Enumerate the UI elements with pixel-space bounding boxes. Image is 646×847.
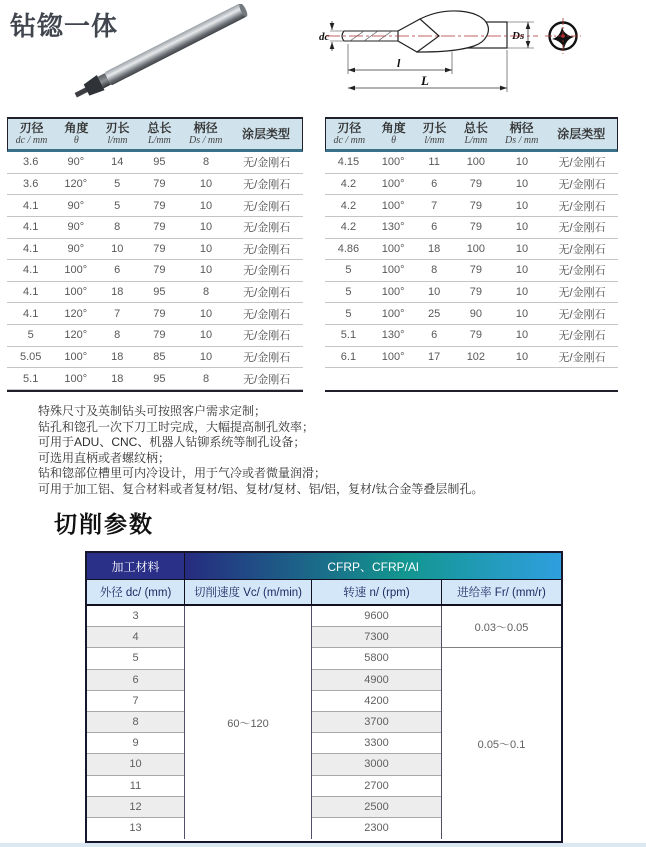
cutting-section-title: 切削参数 bbox=[54, 511, 154, 537]
cell-flute-length: 10 bbox=[428, 286, 441, 299]
cell-total-length: 79 bbox=[153, 329, 166, 342]
cell-shank: 8 bbox=[202, 156, 210, 169]
column-header-name: 涂层类型 bbox=[241, 126, 290, 141]
cell-flute-length: 6 bbox=[431, 221, 438, 234]
cell-rpm: 3000 bbox=[312, 754, 441, 775]
note-line: 可用于ADU、CNC、机器人钻铆系统等制孔设备； bbox=[38, 435, 306, 450]
cutting-table-material-row bbox=[87, 553, 561, 579]
cell-angle: 100° bbox=[64, 372, 88, 385]
cell-rpm: 4900 bbox=[312, 670, 441, 691]
column-header-name: 角度 bbox=[64, 121, 89, 135]
table-row bbox=[7, 239, 303, 261]
note-line: 可选用直柄或者螺纹柄； bbox=[38, 450, 171, 465]
cell-angle: 90° bbox=[67, 242, 85, 255]
cell-angle: 90° bbox=[67, 156, 85, 169]
cell-total-length: 79 bbox=[153, 199, 166, 212]
cell-flute-length: 10 bbox=[111, 242, 124, 255]
column-header bbox=[137, 119, 181, 149]
table-row bbox=[325, 174, 618, 196]
table-row bbox=[7, 174, 303, 196]
cell-dc: 5.1 bbox=[340, 329, 357, 342]
table-row bbox=[7, 347, 303, 369]
cell-shank: 10 bbox=[515, 156, 529, 169]
column-header-name: 刃径 bbox=[337, 121, 362, 135]
column-header-unit: θ bbox=[73, 135, 79, 146]
cell-feed-rate-high: 0.05～0.1 bbox=[477, 738, 526, 751]
page-bottom-strip bbox=[0, 843, 646, 847]
cell-flute-length: 5 bbox=[114, 177, 121, 190]
cell-dc: 5.1 bbox=[23, 372, 39, 385]
cell-angle: 130° bbox=[381, 221, 405, 234]
cell-coating: 无/金刚石 bbox=[558, 265, 606, 278]
column-header bbox=[498, 119, 546, 149]
column-header-unit: dc / mm bbox=[333, 135, 366, 146]
cell-total-length: 79 bbox=[469, 329, 482, 342]
cell-coating: 无/金刚石 bbox=[243, 265, 291, 278]
cell-shank: 10 bbox=[199, 264, 213, 277]
cell-rpm: 7300 bbox=[312, 627, 441, 648]
spec-table-right-body bbox=[325, 152, 618, 368]
cutting-table-column-headers bbox=[87, 579, 561, 606]
material-value: CFRP、CFRP/Al bbox=[185, 553, 561, 579]
cell-angle: 130° bbox=[381, 329, 405, 342]
cell-flute-length: 7 bbox=[114, 307, 121, 320]
cell-dc: 3.6 bbox=[23, 177, 39, 190]
spec-table-left bbox=[7, 117, 303, 392]
feed-rate-column bbox=[442, 606, 561, 839]
column-header: 切削速度 Vc/ (m/min) bbox=[185, 580, 312, 604]
table-row bbox=[325, 152, 618, 174]
cell-flute-length: 18 bbox=[111, 350, 124, 363]
cell-angle: 100° bbox=[381, 177, 405, 190]
cell-coating: 无/金刚石 bbox=[558, 351, 606, 364]
cell-total-length: 100 bbox=[466, 156, 486, 169]
cell-shank: 10 bbox=[515, 264, 529, 277]
cell-flute-length: 6 bbox=[114, 264, 121, 277]
table-row bbox=[325, 195, 618, 217]
column-header-name: 刃长 bbox=[105, 121, 130, 135]
column-header bbox=[454, 119, 498, 149]
cell-total-length: 100 bbox=[466, 242, 486, 255]
column-header-name: 刃长 bbox=[422, 121, 447, 135]
column-header bbox=[373, 119, 415, 149]
cell-diameter: 11 bbox=[87, 776, 184, 797]
cell-angle: 120° bbox=[64, 329, 88, 342]
cell-dc: 4.1 bbox=[23, 199, 39, 212]
cell-shank: 10 bbox=[515, 242, 529, 255]
cell-dc: 5 bbox=[345, 264, 352, 277]
cell-total-length: 95 bbox=[153, 372, 166, 385]
cell-rpm: 5800 bbox=[312, 648, 441, 669]
cell-dc: 4.2 bbox=[340, 177, 357, 190]
cell-flute-length: 11 bbox=[428, 156, 440, 169]
cell-angle: 100° bbox=[381, 156, 405, 169]
cell-flute-length: 7 bbox=[431, 199, 438, 212]
cell-shank: 10 bbox=[199, 329, 213, 342]
cell-angle: 120° bbox=[64, 307, 88, 320]
column-header: 进给率 Fr/ (mm/r) bbox=[457, 587, 546, 599]
table-row bbox=[7, 303, 303, 325]
cell-flute-length: 8 bbox=[114, 329, 121, 342]
cell-angle: 100° bbox=[64, 286, 88, 299]
cell-shank: 10 bbox=[199, 307, 213, 320]
cell-total-length: 79 bbox=[153, 264, 166, 277]
table-row bbox=[7, 260, 303, 282]
cutting-speed-column bbox=[185, 606, 312, 839]
column-header-name: 涂层类型 bbox=[557, 126, 606, 141]
cell-rpm: 9600 bbox=[312, 606, 441, 627]
column-header-name: 柄径 bbox=[193, 121, 218, 135]
cell-dc: 3.6 bbox=[23, 156, 39, 169]
cell-dc: 5 bbox=[345, 286, 352, 299]
cell-angle: 100° bbox=[381, 199, 405, 212]
column-header-name: 刃径 bbox=[19, 121, 44, 135]
cell-diameter: 7 bbox=[87, 691, 184, 712]
cell-coating: 无/金刚石 bbox=[243, 351, 291, 364]
table-row bbox=[325, 347, 618, 369]
cell-shank: 10 bbox=[199, 350, 213, 363]
column-header-name: 总长 bbox=[463, 121, 488, 135]
cell-shank: 10 bbox=[515, 307, 529, 320]
column-header-unit: L/mm bbox=[464, 135, 488, 146]
cell-coating: 无/金刚石 bbox=[243, 200, 291, 213]
cell-coating: 无/金刚石 bbox=[243, 157, 291, 170]
cell-rpm: 3300 bbox=[312, 733, 441, 754]
cell-shank: 10 bbox=[515, 221, 529, 234]
note-line: 特殊尺寸及英制钻头可按照客户需求定制； bbox=[38, 404, 267, 418]
cell-flute-length: 18 bbox=[428, 242, 441, 255]
end-view bbox=[545, 18, 581, 54]
cell-shank: 8 bbox=[202, 286, 210, 299]
cell-flute-length: 6 bbox=[431, 177, 438, 190]
cell-total-length: 79 bbox=[153, 242, 166, 255]
cell-dc: 4.1 bbox=[23, 307, 39, 320]
cell-shank: 10 bbox=[199, 221, 213, 234]
product-photo bbox=[70, 4, 330, 110]
cell-diameter: 6 bbox=[87, 670, 184, 691]
cell-angle: 90° bbox=[67, 199, 85, 212]
table-row bbox=[325, 217, 618, 239]
table-row bbox=[7, 282, 303, 304]
technical-drawing bbox=[318, 0, 646, 110]
rpm-column bbox=[312, 606, 442, 839]
cell-coating: 无/金刚石 bbox=[558, 308, 606, 321]
spec-table-left-header bbox=[7, 119, 303, 152]
cell-dc: 6.1 bbox=[340, 350, 357, 363]
cell-cutting-speed: 60～120 bbox=[227, 717, 269, 730]
cell-angle: 90° bbox=[67, 221, 85, 234]
cell-dc: 4.1 bbox=[23, 221, 39, 234]
cell-dc: 5.05 bbox=[19, 350, 42, 363]
cell-rpm: 3700 bbox=[312, 712, 441, 733]
column-header-unit: θ bbox=[391, 135, 397, 146]
cell-coating: 无/金刚石 bbox=[243, 178, 291, 191]
cell-shank: 10 bbox=[515, 329, 529, 342]
note-line: 钻孔和锪孔一次下刀工时完成，大幅提高制孔效率； bbox=[38, 419, 315, 434]
cell-flute-length: 14 bbox=[111, 156, 124, 169]
cutting-parameters-table bbox=[85, 551, 563, 843]
cell-coating: 无/金刚石 bbox=[558, 287, 606, 300]
cell-dc: 4.86 bbox=[337, 242, 360, 255]
cell-total-length: 79 bbox=[469, 264, 482, 277]
cell-diameter: 12 bbox=[87, 797, 184, 818]
cell-coating: 无/金刚石 bbox=[558, 222, 606, 235]
dim-label-Ds: Ds bbox=[512, 30, 525, 42]
column-header-name: 角度 bbox=[381, 121, 406, 135]
table-row bbox=[325, 282, 618, 304]
column-header-name: 柄径 bbox=[509, 121, 534, 135]
column-header-unit: dc / mm bbox=[15, 135, 48, 146]
dim-label-l: l bbox=[397, 56, 401, 70]
column-header bbox=[230, 119, 302, 149]
cell-dc: 5 bbox=[345, 307, 352, 320]
table-row bbox=[7, 368, 303, 390]
cell-angle: 100° bbox=[381, 350, 405, 363]
cell-total-length: 95 bbox=[153, 286, 166, 299]
cell-coating: 无/金刚石 bbox=[558, 330, 606, 343]
column-header bbox=[8, 119, 55, 149]
cell-dc: 4.15 bbox=[337, 156, 360, 169]
cell-diameter: 5 bbox=[87, 648, 184, 669]
cell-flute-length: 17 bbox=[428, 350, 441, 363]
spec-table-left-body bbox=[7, 152, 303, 390]
cell-shank: 10 bbox=[199, 199, 213, 212]
cell-total-length: 79 bbox=[469, 286, 482, 299]
table-row bbox=[325, 325, 618, 347]
table-row bbox=[7, 325, 303, 347]
cell-angle: 100° bbox=[381, 264, 405, 277]
spec-table-right-header bbox=[325, 119, 618, 152]
cell-coating: 无/金刚石 bbox=[243, 287, 291, 300]
column-header-name: 总长 bbox=[147, 121, 172, 135]
cell-flute-length: 18 bbox=[111, 286, 124, 299]
diameter-column bbox=[87, 606, 185, 839]
cell-shank: 8 bbox=[202, 372, 210, 385]
cell-dc: 4.1 bbox=[23, 286, 39, 299]
cell-rpm: 2300 bbox=[312, 818, 441, 839]
cell-total-length: 79 bbox=[469, 177, 482, 190]
cell-diameter: 8 bbox=[87, 712, 184, 733]
cell-coating: 无/金刚石 bbox=[558, 243, 606, 256]
column-header bbox=[98, 119, 138, 149]
cell-diameter: 9 bbox=[87, 733, 184, 754]
table-row bbox=[7, 152, 303, 174]
note-line: 钻和锪部位槽里可内冷设计，用于气冷或者微量润滑； bbox=[38, 466, 327, 481]
cell-coating: 无/金刚石 bbox=[243, 222, 291, 235]
cell-flute-length: 8 bbox=[114, 221, 121, 234]
drill-photo-graphic bbox=[70, 4, 330, 110]
cell-total-length: 102 bbox=[466, 350, 486, 363]
cell-total-length: 79 bbox=[153, 177, 166, 190]
column-header bbox=[546, 119, 617, 149]
cell-dc: 4.2 bbox=[340, 199, 357, 212]
material-label: 加工材料 bbox=[87, 553, 185, 579]
cell-total-length: 79 bbox=[153, 307, 166, 320]
column-header bbox=[326, 119, 373, 149]
column-header bbox=[415, 119, 454, 149]
cell-coating: 无/金刚石 bbox=[558, 200, 606, 213]
table-row bbox=[7, 217, 303, 239]
cell-coating: 无/金刚石 bbox=[243, 330, 291, 343]
cell-dc: 5 bbox=[27, 329, 34, 342]
cell-angle: 100° bbox=[64, 350, 88, 363]
cell-shank: 10 bbox=[515, 350, 529, 363]
cell-rpm: 2500 bbox=[312, 797, 441, 818]
cell-rpm: 4200 bbox=[312, 691, 441, 712]
cell-flute-length: 18 bbox=[111, 372, 124, 385]
cell-flute-length: 5 bbox=[114, 199, 121, 212]
cell-flute-length: 25 bbox=[428, 307, 441, 320]
column-header bbox=[55, 119, 98, 149]
column-header: 转速 n/ (rpm) bbox=[312, 580, 442, 604]
cell-coating: 无/金刚石 bbox=[243, 308, 291, 321]
cell-diameter: 3 bbox=[87, 606, 184, 627]
cell-total-length: 90 bbox=[469, 307, 482, 320]
dimension-diagram bbox=[318, 0, 646, 110]
cell-diameter: 4 bbox=[87, 627, 184, 648]
cell-coating: 无/金刚石 bbox=[558, 157, 606, 170]
cell-shank: 10 bbox=[199, 177, 213, 190]
cell-angle: 100° bbox=[381, 286, 405, 299]
table-row bbox=[325, 239, 618, 261]
cell-coating: 无/金刚石 bbox=[243, 243, 291, 256]
column-header-unit: l/mm bbox=[107, 135, 128, 146]
cell-angle: 100° bbox=[64, 264, 88, 277]
column-header-unit: Ds / mm bbox=[504, 135, 539, 146]
dim-label-L: L bbox=[421, 73, 429, 88]
cell-coating: 无/金刚石 bbox=[243, 373, 291, 386]
cell-shank: 10 bbox=[199, 242, 213, 255]
cell-total-length: 85 bbox=[153, 350, 166, 363]
cell-angle: 100° bbox=[381, 242, 405, 255]
note-line: 可用于加工铝、复合材料或者复材/铝、复材/复材、铝/铝，复材/钛合金等叠层制孔。 bbox=[38, 481, 484, 496]
cell-total-length: 79 bbox=[469, 199, 482, 212]
page-title: 钻锪一体 bbox=[10, 11, 119, 41]
cell-angle: 100° bbox=[381, 307, 405, 320]
column-header-unit: Ds / mm bbox=[189, 135, 223, 146]
cell-angle: 120° bbox=[64, 177, 88, 190]
dim-label-dc: dc bbox=[319, 31, 330, 43]
table-row bbox=[325, 303, 618, 325]
cutting-table-body bbox=[87, 606, 561, 839]
cell-shank: 10 bbox=[515, 286, 529, 299]
cell-total-length: 79 bbox=[153, 221, 166, 234]
column-header-unit: l/mm bbox=[424, 135, 445, 146]
cell-dc: 4.1 bbox=[23, 264, 39, 277]
cell-total-length: 79 bbox=[469, 221, 482, 234]
cell-diameter: 13 bbox=[87, 818, 184, 839]
cell-dc: 4.2 bbox=[340, 221, 357, 234]
cell-rpm: 2700 bbox=[312, 776, 441, 797]
column-header bbox=[181, 119, 230, 149]
table-row bbox=[325, 260, 618, 282]
column-header: 外径 dc/ (mm) bbox=[87, 580, 185, 604]
cell-flute-length: 6 bbox=[431, 329, 438, 342]
cell-dc: 4.1 bbox=[23, 242, 39, 255]
feature-notes bbox=[38, 404, 483, 498]
cell-shank: 10 bbox=[515, 199, 529, 212]
cell-total-length: 95 bbox=[153, 156, 166, 169]
column-header-unit: L/mm bbox=[147, 135, 171, 146]
spec-table-right bbox=[325, 117, 618, 392]
table-row bbox=[7, 195, 303, 217]
cell-diameter: 10 bbox=[87, 754, 184, 775]
cell-coating: 无/金刚石 bbox=[558, 178, 606, 191]
cell-feed-rate-low: 0.03～0.05 bbox=[442, 606, 561, 648]
cell-shank: 10 bbox=[515, 177, 529, 190]
cell-flute-length: 8 bbox=[431, 264, 438, 277]
